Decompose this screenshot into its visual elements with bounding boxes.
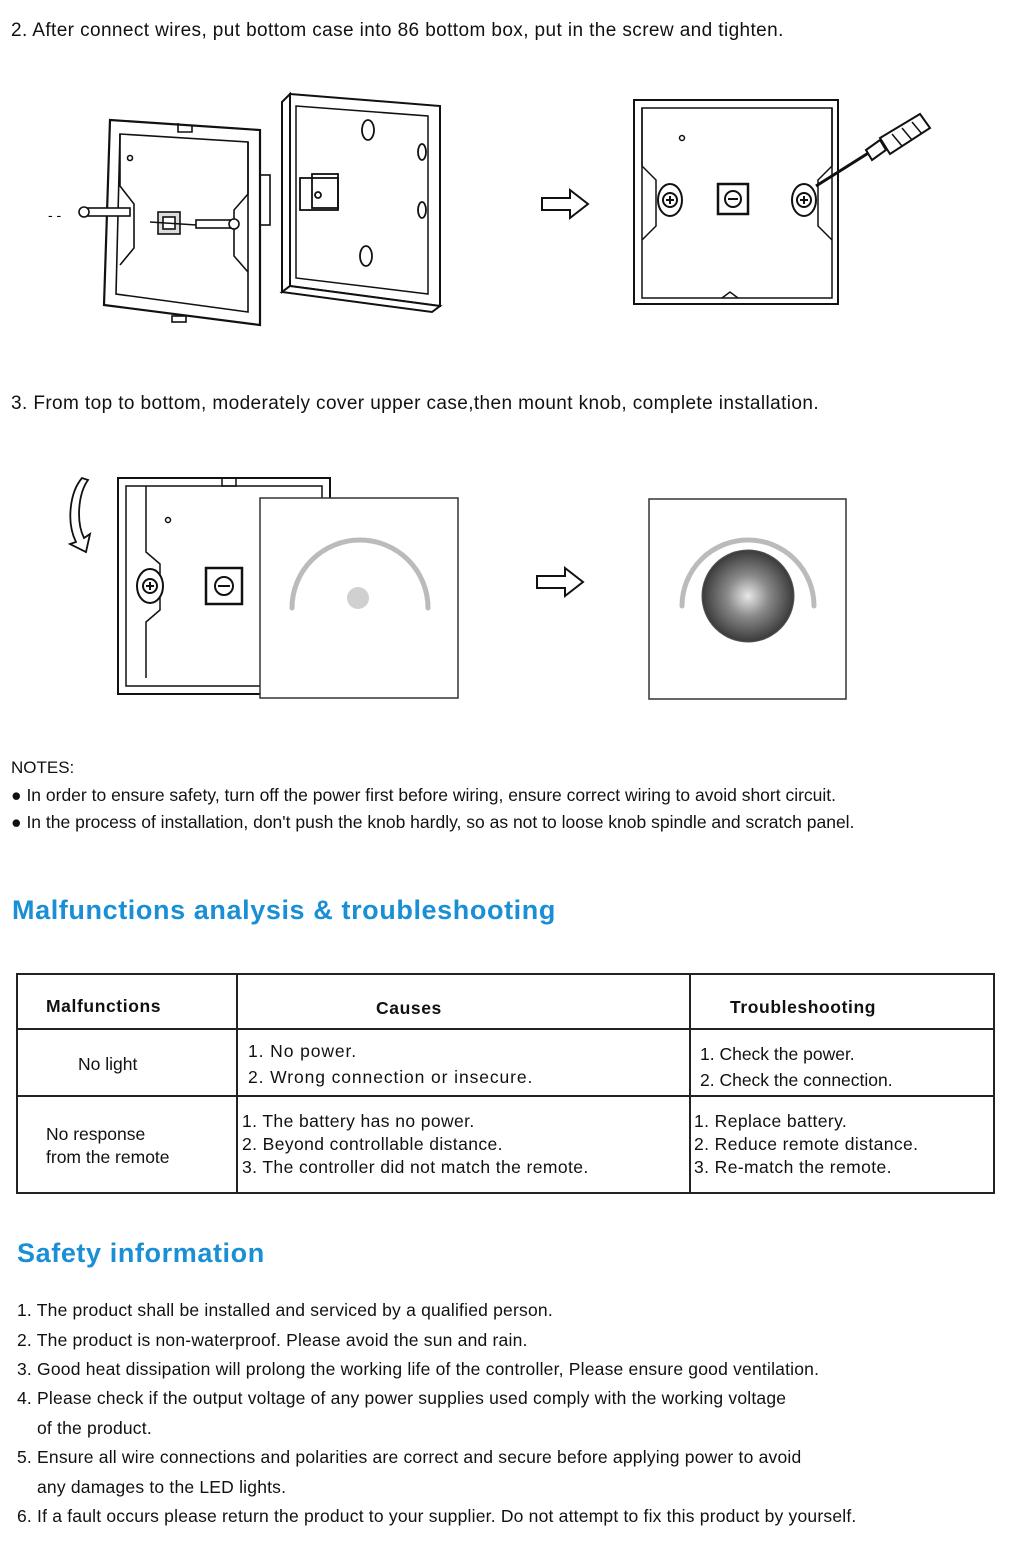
- fix-text: 2. Reduce remote distance.: [694, 1133, 919, 1154]
- notes-title: NOTES:: [11, 758, 75, 777]
- step-3-caption: 3. From top to bottom, moderately cover upper case,then mount knob, complete installation.: [11, 393, 820, 414]
- safety-item: 2. The product is non-waterproof. Please avoid the sun and rain.: [17, 1330, 528, 1350]
- fix-text: 1. Replace battery.: [694, 1111, 848, 1131]
- mounted-bottom-case-illustration: [630, 96, 950, 311]
- safety-item: 3. Good heat dissipation will prolong the working life of the controller, Please ensure good ventilation.: [17, 1359, 820, 1379]
- malfunction-text: from the remote: [46, 1146, 170, 1167]
- fix-text: 2. Check the connection.: [700, 1070, 893, 1091]
- header-causes: Causes: [376, 998, 442, 1018]
- fix-text: 3. Re-match the remote.: [694, 1156, 892, 1177]
- malfunction-text: No response: [46, 1124, 146, 1144]
- cover-upper-case-illustration: [60, 472, 470, 712]
- panel-with-knob-illustration: [648, 498, 848, 700]
- cause-text: 1. The battery has no power.: [242, 1111, 475, 1131]
- row-2-fixes: [694, 1110, 918, 1178]
- note-text: In the process of installation, don't push the knob hardly, so as not to loose knob spindle and scratch panel.: [26, 812, 855, 832]
- troubleshooting-table: [16, 973, 995, 1194]
- bottom-case-and-box-illustration: [0, 80, 460, 340]
- note-text: In order to ensure safety, turn off the power first before wiring, ensure correct wiring to avoid short circuit.: [26, 785, 837, 805]
- safety-item-continued: any damages to the LED lights.: [37, 1477, 287, 1497]
- cause-text: 2. Wrong connection or insecure.: [248, 1067, 534, 1088]
- bullet-icon: ●: [11, 812, 27, 832]
- note-item: [11, 812, 854, 833]
- step-2-caption: 2. After connect wires, put bottom case into 86 bottom box, put in the screw and tighten.: [11, 20, 784, 41]
- cause-text: 2. Beyond controllable distance.: [242, 1133, 503, 1154]
- arrow-right-icon: [540, 188, 592, 220]
- note-item: [11, 785, 836, 806]
- bullet-icon: ●: [11, 785, 27, 805]
- safety-heading: Safety information: [17, 1238, 265, 1268]
- header-troubleshooting: Troubleshooting: [730, 997, 877, 1017]
- svg-text:- -: - -: [48, 207, 62, 223]
- row-2-malfunction: [46, 1123, 170, 1169]
- header-malfunctions: Malfunctions: [46, 996, 162, 1016]
- cause-text: 3. The controller did not match the remote.: [242, 1156, 589, 1177]
- row-2-causes: [242, 1110, 589, 1178]
- row-1-causes: [248, 1038, 533, 1091]
- fix-text: 1. Check the power.: [700, 1044, 855, 1064]
- safety-item: 4. Please check if the output voltage of any power supplies used comply with the working voltage: [17, 1388, 787, 1408]
- row-1-malfunction: No light: [78, 1054, 138, 1074]
- safety-item-continued: of the product.: [37, 1418, 152, 1438]
- arrow-right-icon: [535, 566, 587, 598]
- cause-text: 1. No power.: [248, 1041, 358, 1061]
- row-1-fixes: [700, 1041, 893, 1094]
- safety-item: 6. If a fault occurs please return the product to your supplier. Do not attempt to fix this product by yourself.: [17, 1506, 857, 1526]
- malfunctions-heading: Malfunctions analysis & troubleshooting: [12, 895, 556, 925]
- safety-item: 1. The product shall be installed and serviced by a qualified person.: [17, 1300, 553, 1320]
- safety-item: 5. Ensure all wire connections and polarities are correct and secure before applying power to avoid: [17, 1447, 802, 1467]
